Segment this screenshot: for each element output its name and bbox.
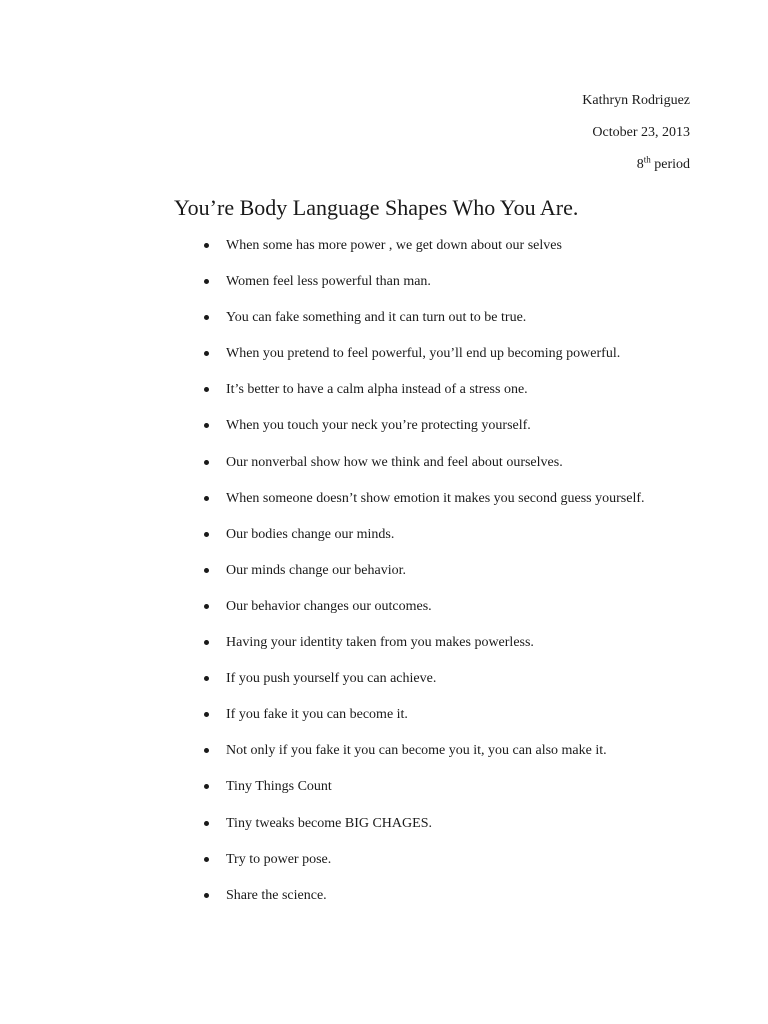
period-number: 8 — [636, 157, 644, 172]
bullet-text: If you fake it you can become it. — [226, 707, 408, 723]
bullet-text: Our bodies change our minds. — [226, 526, 395, 542]
bullet-text: You can fake something and it can turn out to be true. — [226, 310, 527, 326]
document-header — [582, 93, 690, 189]
bullet-icon — [204, 893, 209, 898]
bullet-text: Tiny tweaks become BIG CHAGES. — [226, 815, 432, 831]
bullet-icon — [204, 243, 209, 248]
bullet-text: Share the science. — [226, 887, 327, 903]
bullet-icon — [204, 748, 209, 753]
bullet-icon — [204, 604, 209, 609]
bullet-icon — [204, 712, 209, 717]
bullet-icon — [204, 857, 209, 862]
bullet-icon — [204, 532, 209, 537]
bullet-icon — [204, 460, 209, 465]
bullet-icon — [204, 315, 209, 320]
bullet-icon — [204, 568, 209, 573]
bullet-text: Our nonverbal show how we think and feel about ourselves. — [226, 454, 563, 470]
bullet-icon — [204, 351, 209, 356]
bullet-text: Our minds change our behavior. — [226, 562, 407, 578]
bullet-icon — [204, 423, 209, 428]
bullet-text: When some has more power , we get down about our selves — [226, 238, 562, 253]
bullet-text: Try to power pose. — [226, 851, 332, 867]
class-period — [582, 154, 690, 173]
bullet-text: Women feel less powerful than man. — [226, 274, 431, 290]
bullet-text: If you push yourself you can achieve. — [226, 671, 437, 687]
bullet-icon — [204, 784, 209, 789]
bullet-icon — [204, 640, 209, 645]
period-label: period — [654, 157, 690, 172]
bullet-icon — [204, 821, 209, 826]
bullet-icon — [204, 387, 209, 392]
author-name: Kathryn Rodriguez — [582, 93, 690, 108]
bullet-icon — [204, 496, 209, 501]
bullet-text: It’s better to have a calm alpha instead of a stress one. — [226, 382, 528, 398]
bullet-text: Our behavior changes our outcomes. — [226, 598, 432, 614]
bullet-icon — [204, 279, 209, 284]
bullet-text: When you pretend to feel powerful, you’ll end up becoming powerful. — [226, 346, 621, 362]
document-title: You’re Body Language Shapes Who You Are. — [174, 195, 579, 220]
bullet-text: Not only if you fake it you can become you it, you can also make it. — [226, 743, 607, 759]
bullet-text: Having your identity taken from you makes powerless. — [226, 635, 534, 651]
document-date: October 23, 2013 — [592, 125, 690, 140]
bullet-text: When someone doesn’t show emotion it makes you second guess yourself. — [226, 490, 645, 506]
period-suffix: th — [643, 154, 651, 165]
bullet-text: Tiny Things Count — [226, 779, 332, 795]
bullet-icon — [204, 676, 209, 681]
bullet-text: When you touch your neck you’re protecting yourself. — [226, 418, 531, 434]
